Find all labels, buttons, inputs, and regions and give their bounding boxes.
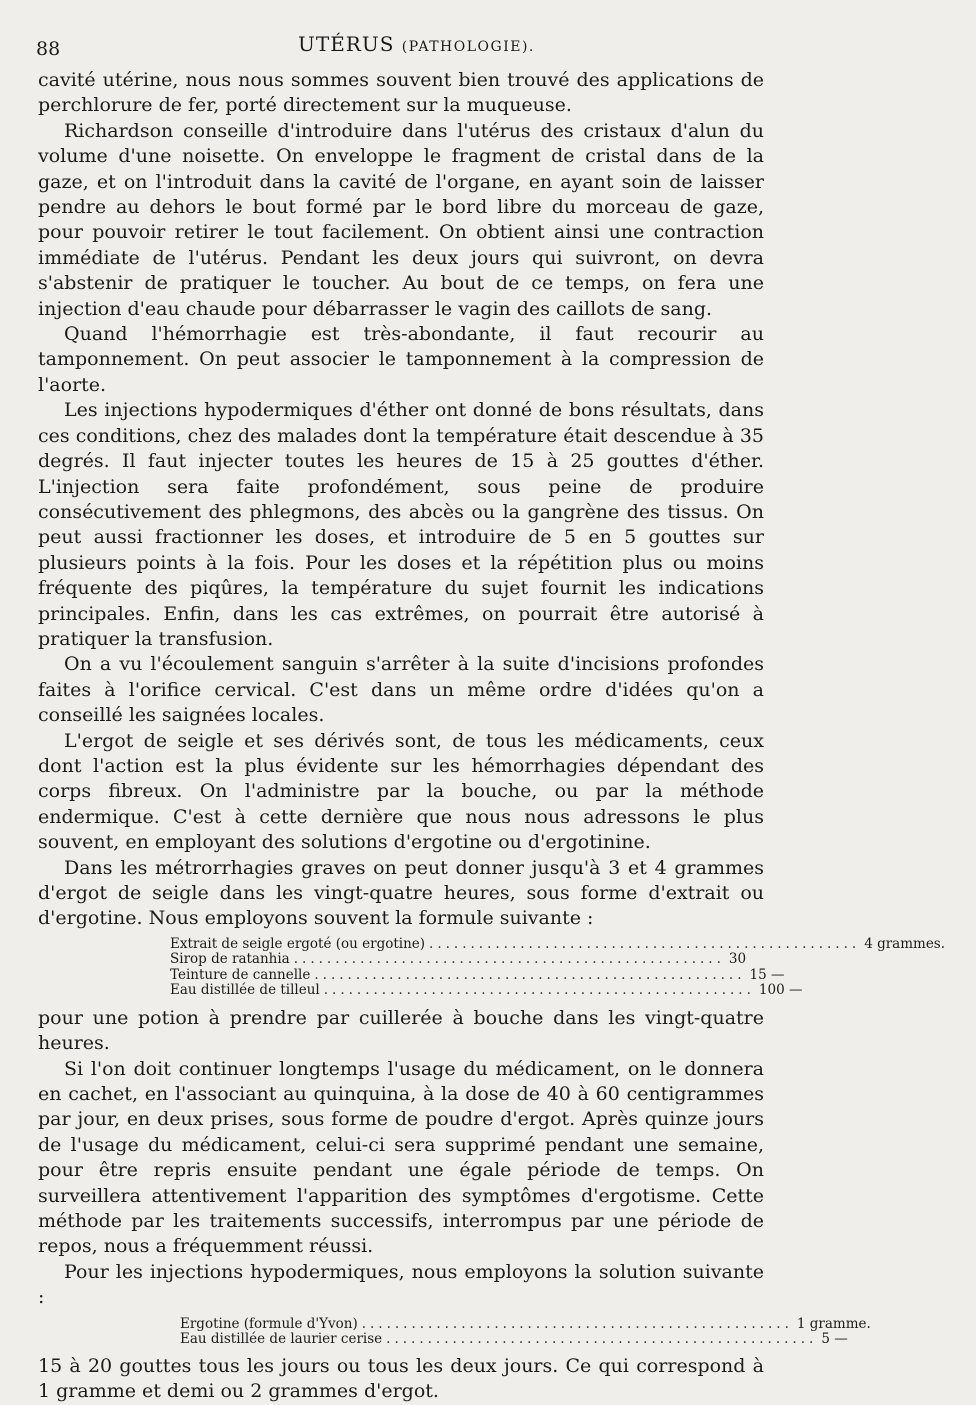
formula-potion	[170, 935, 946, 999]
formula-line: Eau distillée de tilleul .................................................... 100 —	[170, 982, 803, 999]
paragraph-1: cavité utérine, nous nous sommes souvent bien trouvé des applications de perchlorure de fer, porté directement sur la muqueuse.	[38, 69, 764, 117]
paragraph-2: Richardson conseille d'introduire dans l'utérus des cristaux d'alun du volume d'une noisette. On enveloppe le fragment de cristal dans de la gaze, et on l'introduit dans la cavité de l'organe, en ayant soin de laisser pendre au dehors le bout formé par le bord libre du morceau de gaze, pour pouvoir retirer le tout facilement. On obtient ainsi une contraction immédiate de l'utérus. Pendant les deux jours qui suivront, on devra s'abstenir de pratiquer le toucher. Au bout de ce temps, on fera une injection d'eau chaude pour débarrasser le vagin des caillots de sang.	[38, 119, 764, 320]
paragraph-6: L'ergot de seigle et ses dérivés sont, de tous les médicaments, ceux dont l'action est la plus évidente sur les hémorrhagies dépendant des corps fibreux. On l'administre par la bouche, ou par la méthode endermique. C'est à cette dernière que nous nous adressons le plus souvent, en employant des solutions d'ergotine ou d'ergotinine.	[38, 729, 764, 854]
body-text	[38, 68, 946, 1405]
paragraph-7: Dans les métrorrhagies graves on peut donner jusqu'à 3 et 4 grammes d'ergot de seigle dans les vingt-quatre heures, sous forme d'extrait ou d'ergotine. Nous employons souvent la formule suivante :	[38, 856, 764, 930]
running-title-sub: (PATHOLOGIE).	[401, 39, 535, 55]
formula-injection	[180, 1315, 871, 1348]
paragraph-4: Les injections hypodermiques d'éther ont donné de bons résultats, dans ces conditions, chez des malades dont la température était descendue à 35 degrés. Il faut injecter toutes les heures de 15 à 25 gouttes d'éther. L'injection sera faite profondément, sous peine de produire consécutivement des phlegmons, des abcès ou la gangrène des tissus. On peut aussi fractionner les doses, et introduire de 5 en 5 gouttes sur plusieurs points à la fois. Pour les doses et la répétition plus ou moins fréquente des piqûres, la température du sujet fournit les indications principales. Enfin, dans les cas extrêmes, on pourrait être autorisé à pratiquer la transfusion.	[38, 399, 764, 650]
formula-line: Sirop de ratanhia .................................................... 30	[170, 951, 747, 968]
paragraph-5: On a vu l'écoulement sanguin s'arrêter à la suite d'incisions profondes faites à l'orifice cervical. C'est dans un même ordre d'idées qu'on a conseillé les saignées locales.	[38, 653, 764, 727]
paragraph-8: pour une potion à prendre par cuillerée à bouche dans les vingt-quatre heures.	[38, 1006, 764, 1055]
formula-line: Eau distillée de laurier cerise .................................................... 5 —	[180, 1331, 848, 1348]
formula-line: Ergotine (formule d'Yvon) .................................................... 1 gramme.	[180, 1315, 871, 1332]
paragraph-3: Quand l'hémorrhagie est très-abondante, il faut recourir au tamponnement. On peut associer le tamponnement à la compression de l'aorte.	[38, 323, 764, 396]
formula-line: Teinture de cannelle .................................................... 15 —	[170, 966, 785, 983]
paragraph-9: Si l'on doit continuer longtemps l'usage du médicament, on le donnera en cachet, en l'associant au quinquina, à la dose de 40 à 60 centigrammes par jour, en deux prises, sous forme de poudre d'ergot. Après quinze jours de l'usage du médicament, celui-ci sera supprimé pendant une semaine, pour être repris ensuite pendant une égale période de temps. On surveillera attentivement l'apparition des symptômes d'ergotisme. Cette méthode par les traitements successifs, interrompus par une période de repos, nous a fréquemment réussi.	[38, 1057, 764, 1258]
running-title	[298, 32, 535, 56]
running-title-main: UTÉRUS	[298, 32, 395, 56]
paragraph-11: 15 à 20 gouttes tous les jours ou tous les deux jours. Ce qui correspond à 1 gramme et demi ou 2 grammes d'ergot.	[38, 1354, 764, 1403]
paragraph-10: Pour les injections hypodermiques, nous employons la solution suivante :	[38, 1260, 764, 1309]
formula-line: Extrait de seigle ergoté (ou ergotine) .................................................... 4 grammes.	[170, 935, 946, 952]
page-header	[36, 30, 764, 60]
page-number: 88	[36, 38, 61, 60]
